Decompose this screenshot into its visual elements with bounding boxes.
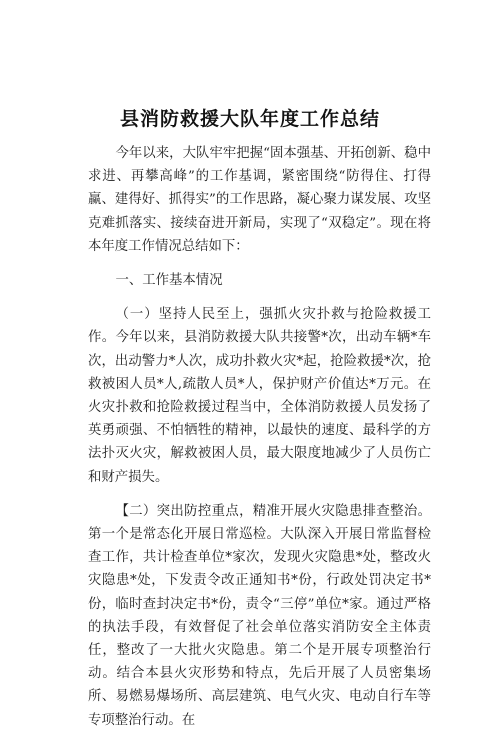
document-body — [88, 142, 431, 732]
paragraph-hazard-inspection: 【二）突出防控重点，精准开展火灾隐患排查整治。第一个是常态化开展日常巡检。大队深入开展日常监督检查工作，共计检查单位*家次，发现火灾隐患*处，整改火灾隐患*处，下发责令改正通知书*份，行政处罚决定书*份，临时查封决定书*份，责令“三停”单位*家。通过严格的执法手段，有效督促了社会单位落实消防安全主体责任，整改了一大批火灾隐患。第二个是开展专项整治行动。结合本县火灾形势和特点，先后开展了人员密集场所、易燃易爆场所、高层建筑、电气火灾、电动自行车等专项整治行动。在 — [88, 503, 431, 728]
section-heading: 一、工作基本情况 — [115, 273, 223, 289]
document-title: 县消防救援大队年度工作总结 — [119, 108, 380, 130]
paragraph-firefighting: （一）坚持人民至上，强抓火灾扑救与抢险救援工作。今年以来，县消防救援大队共接警*次，出动车辆*车次，出动警力*人次，成功扑救火灾*起，抢险救援*次，抢救被困人员*人,疏散人员*人，保护财产价值达*万元。在火灾扑救和抢险救援过程当中，全体消防救援人员发扬了英勇顽强、不怕牺牲的精神，以最快的速度、最科学的方法扑灭火灾，解救被困人员，最大限度地减少了人员伤亡和财产损失。 — [88, 307, 431, 485]
intro-paragraph: 今年以来，大队牢牢把握“固本强基、开拓创新、稳中求进、再攀高峰”的工作基调，紧密围绕“防得住、打得赢、建得好、抓得实”的工作思路，凝心聚力谋发展、攻坚克难抓落实、接续奋进开新局，实现了“双稳定”。现在将本年度工作情况总结如下： — [88, 146, 431, 254]
